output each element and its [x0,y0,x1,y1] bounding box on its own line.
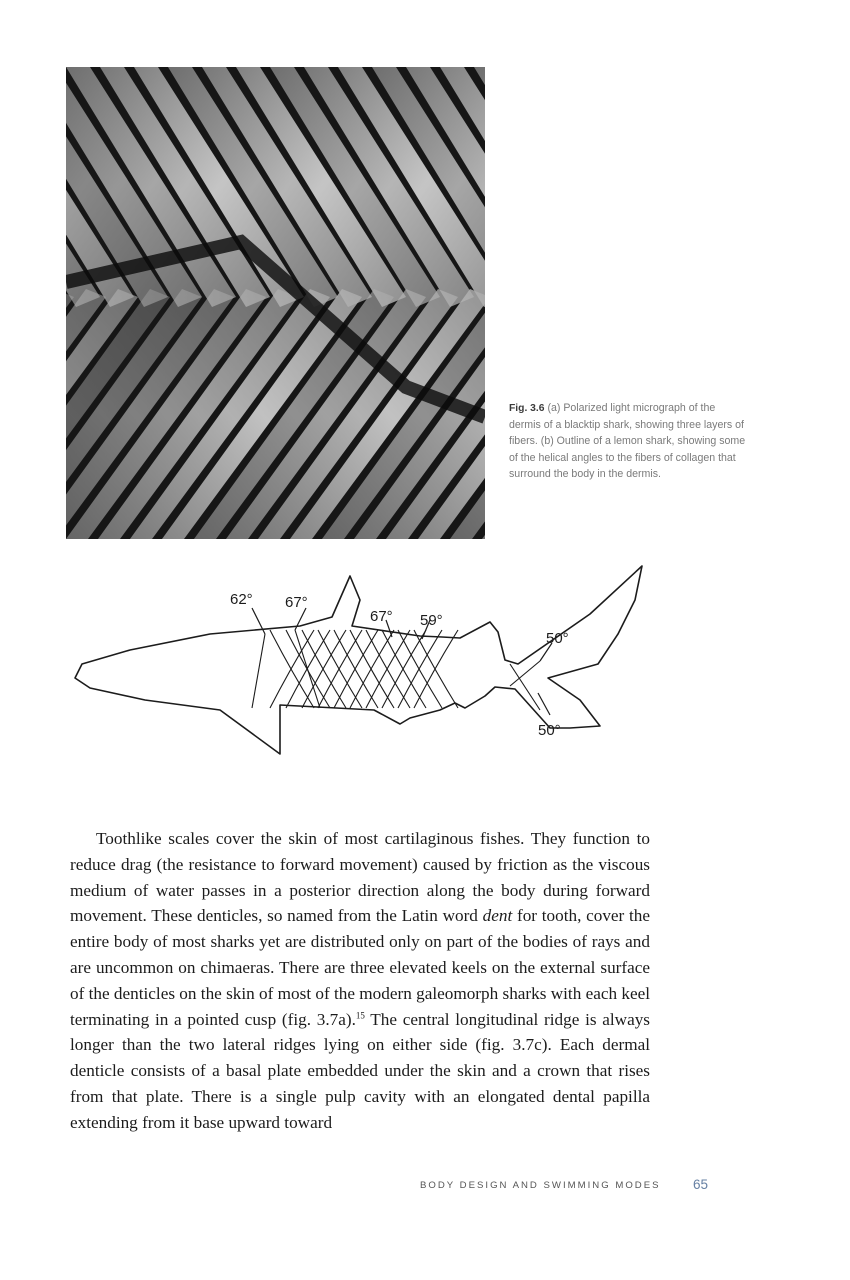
running-head: BODY DESIGN AND SWIMMING MODES [420,1180,661,1191]
angle-label-67-b: 67° [370,608,393,625]
lower-fiber-bands [66,289,485,539]
body-text-part-3: The central longitudinal ridge is always longer than the two lateral ridges lying on either side (fig. 3.7c). Each dermal denticle consists of a basal plate embedded under the skin and a crown that rises from that plate. There is a single pulp cavity with an elongated dental papilla extending from it base upward toward [70,1009,650,1132]
angle-label-50-bottom: 50° [538,722,561,739]
angle-label-50-top: 50° [546,630,569,647]
shark-outline-diagram [70,560,660,760]
angle-label-67-a: 67° [285,594,308,611]
micrograph-image [66,67,485,539]
page-number: 65 [693,1177,709,1192]
angle-label-59: 59° [420,612,443,629]
figure-caption-text: (a) Polarized light micrograph of the dermis of a blacktip shark, showing three layers of fibers. (b) Outline of a lemon shark, showing some of the helical angles to the fibers of collagen that surround the body in the dermis. [509,402,746,480]
angle-label-62: 62° [230,591,253,608]
micrograph-drawing [66,67,485,539]
helix-line [510,661,540,686]
body-paragraph [70,826,650,1136]
body-text-part-1: Toothlike scales cover the skin of most cartilaginous fishes. They function to reduce drag (the resistance to forward movement) caused by friction as the viscous medium of water passes in a posterior direction along the body during forward movement. These denticles, so named from the Latin word [70,829,650,926]
figure-label: Fig. 3.6 [509,403,545,414]
body-text-italic-word: dent [482,906,513,926]
footnote-ref: 15 [355,1009,365,1020]
helix-line [510,664,540,710]
helical-fibers [252,630,540,710]
figure-caption [509,400,749,482]
body-text-part-2: for tooth, cover the entire body of most sharks yet are distributed only on part of the bodies of rays and are uncommon on chimaeras. There are three elevated keels on the external surface of the denticles on the skin of most of the modern galeomorph sharks with each keel terminating in a pointed cusp (fig. 3.7a). [70,906,650,1029]
helix-line [252,634,265,708]
